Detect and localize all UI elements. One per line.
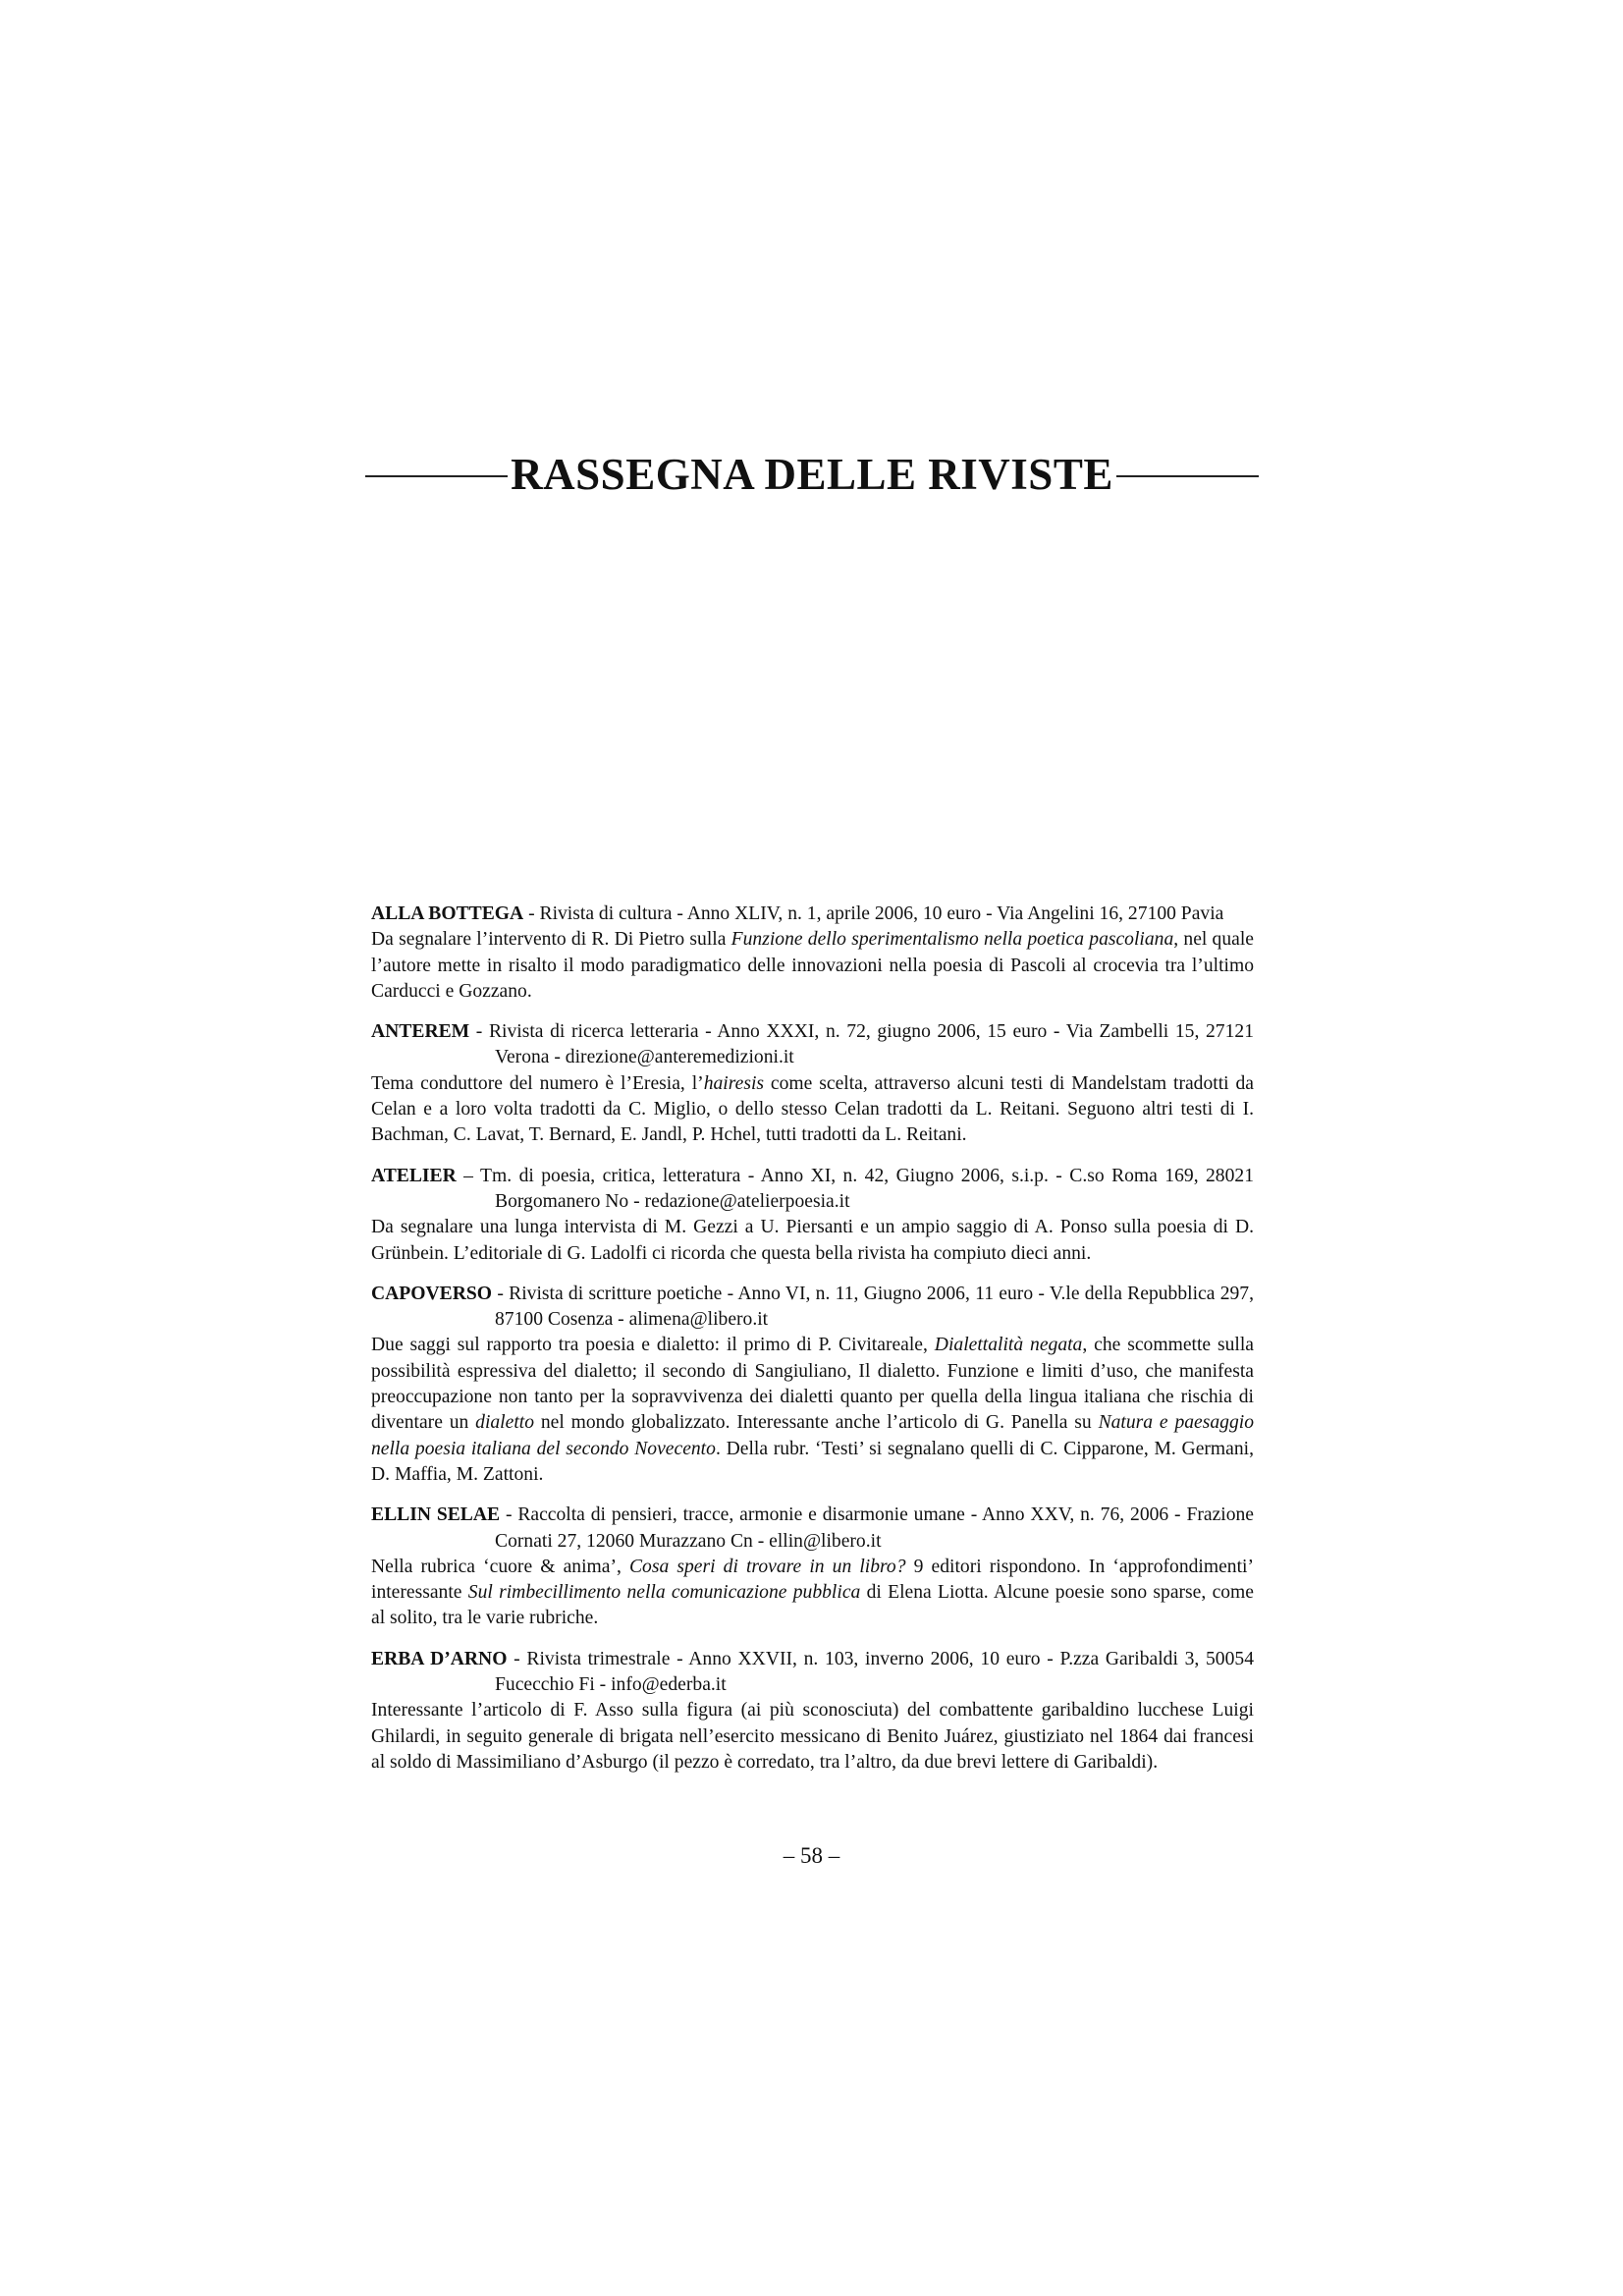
journal-name: CAPOVERSO bbox=[371, 1283, 493, 1304]
journal-entry-header bbox=[371, 902, 1254, 927]
journal-entry-header bbox=[371, 1164, 1254, 1216]
description-text: Tema conduttore del numero è l’Eresia, l’ bbox=[371, 1072, 704, 1094]
journal-review-list bbox=[371, 902, 1254, 1790]
description-italic-text: Natura e paesaggio nella poesia italiana del secondo Novecento bbox=[371, 1412, 1254, 1459]
description-text: Da segnalare una lunga intervista di M. Gezzi a U. Piersanti e un ampio saggio di A. Ponso sulla poesia di D. Grünbein. L’editoriale di G. Ladolfi ci ricorda che questa bella rivista ha compiuto dieci anni. bbox=[371, 1217, 1254, 1264]
journal-entry-header bbox=[371, 1503, 1254, 1555]
journal-details: – Tm. di poesia, critica, letteratura - Anno XI, n. 42, Giugno 2006, s.i.p. - C.so Roma 169, 28021 Borgomanero No - redazione@atelierpoesia.it bbox=[456, 1165, 1254, 1212]
journal-details: - Rivista di scritture poetiche - Anno VI, n. 11, Giugno 2006, 11 euro - V.le della Repubblica 297, 87100 Cosenza - alimena@libero.it bbox=[492, 1283, 1254, 1331]
journal-details: - Rivista trimestrale - Anno XXVII, n. 103, inverno 2006, 10 euro - P.zza Garibaldi 3, 50054 Fucecchio Fi - info@ederba.it bbox=[495, 1648, 1254, 1696]
journal-description bbox=[371, 1215, 1254, 1267]
description-text: , nel quale l’autore mette in risalto il modo paradigmatico delle innovazioni nella poesia di Pascoli al crocevia tra l’ultimo Carducci e Gozzano. bbox=[371, 929, 1254, 1002]
description-italic-text: Dialettalità negata bbox=[934, 1335, 1083, 1356]
journal-description bbox=[371, 1071, 1254, 1149]
page-title: RASSEGNA DELLE RIVISTE bbox=[511, 450, 1113, 499]
journal-entry bbox=[371, 1503, 1254, 1631]
journal-name: ELLIN SELAE bbox=[371, 1504, 501, 1526]
description-text: Interessante l’articolo di F. Asso sulla figura (ai più sconosciuta) del combattente garibaldino lucchese Luigi Ghilardi, in seguito generale di brigata nell’esercito messicano di Benito Juárez, giustiziato nel 1864 dai francesi al soldo di Massimiliano d’Asburgo (il pezzo è corredato, tra l’altro, da due brevi lettere di Garibaldi). bbox=[371, 1700, 1254, 1773]
journal-description bbox=[371, 1333, 1254, 1488]
journal-details: - Raccolta di pensieri, tracce, armonie e disarmonie umane - Anno XXV, n. 76, 2006 - Frazione Cornati 27, 12060 Murazzano Cn - ellin@libero.it bbox=[495, 1504, 1254, 1552]
description-italic-text: Funzione dello sperimentalismo nella poetica pascoliana bbox=[730, 929, 1174, 951]
section-heading bbox=[365, 440, 1259, 509]
journal-entry bbox=[371, 1282, 1254, 1488]
journal-entry bbox=[371, 902, 1254, 1005]
heading-rule-left bbox=[365, 475, 508, 477]
journal-entry bbox=[371, 1164, 1254, 1267]
description-italic-text: dialetto bbox=[475, 1412, 535, 1434]
journal-entry bbox=[371, 1019, 1254, 1148]
journal-name: ATELIER bbox=[371, 1165, 457, 1186]
journal-entry-header bbox=[371, 1282, 1254, 1334]
journal-name: ERBA D’ARNO bbox=[371, 1648, 508, 1669]
journal-description bbox=[371, 1555, 1254, 1632]
description-text: . Della rubr. ‘Testi’ si segnalano quelli di C. Cipparone, M. Germani, D. Maffia, M. Zattoni. bbox=[371, 1438, 1255, 1485]
journal-details: - Rivista di ricerca letteraria - Anno XXXI, n. 72, giugno 2006, 15 euro - Via Zambelli 15, 27121 Verona - direzione@anteremedizioni.it bbox=[469, 1021, 1254, 1068]
heading-rule-right bbox=[1116, 475, 1259, 477]
journal-entry bbox=[371, 1647, 1254, 1776]
page-number: – 58 – bbox=[783, 1843, 840, 1868]
journal-entry-header bbox=[371, 1647, 1254, 1699]
description-text: di Elena Liotta. Alcune poesie sono sparse, come al solito, tra le varie rubriche. bbox=[371, 1582, 1254, 1629]
description-italic-text: Cosa speri di trovare in un libro? bbox=[628, 1556, 906, 1577]
description-text: Due saggi sul rapporto tra poesia e dialetto: il primo di P. Civitareale, bbox=[371, 1335, 935, 1356]
description-text: Da segnalare l’intervento di R. Di Pietro sulla bbox=[371, 929, 731, 951]
journal-name: ALLA BOTTEGA bbox=[371, 903, 524, 924]
description-text: 9 editori rispondono. In ‘approfondimenti’ interessante bbox=[371, 1556, 1254, 1604]
journal-details: - Rivista di cultura - Anno XLIV, n. 1, aprile 2006, 10 euro - Via Angelini 16, 27100 Pavia bbox=[523, 903, 1224, 924]
journal-name: ANTEREM bbox=[371, 1021, 470, 1043]
description-text: , che scommette sulla possibilità espressiva del dialetto; il secondo di Sangiuliano, Il dialetto. Funzione e limiti d’uso, che manifesta preoccupazione non tanto per la sopravvivenza dei dialetti quanto per quella della lingua italiana che rischia di diventare un bbox=[371, 1335, 1254, 1434]
description-italic-text: Sul rimbecillimento nella comunicazione pubblica bbox=[467, 1582, 861, 1604]
description-text: Nella rubrica ‘cuore & anima’, bbox=[371, 1556, 629, 1577]
journal-description bbox=[371, 1698, 1254, 1776]
description-text: nel mondo globalizzato. Interessante anche l’articolo di G. Panella su bbox=[534, 1412, 1099, 1434]
journal-description bbox=[371, 927, 1254, 1005]
journal-entry-header bbox=[371, 1019, 1254, 1071]
description-text: come scelta, attraverso alcuni testi di Mandelstam tradotti da Celan e a loro volta tradotti da C. Miglio, o dello stesso Celan tradotti da L. Reitani. Seguono altri testi di I. Bachman, C. Lavat, T. Bernard, E. Jandl, P. Hchel, tutti tradotti da L. Reitani. bbox=[371, 1072, 1254, 1146]
description-italic-text: hairesis bbox=[703, 1072, 765, 1094]
